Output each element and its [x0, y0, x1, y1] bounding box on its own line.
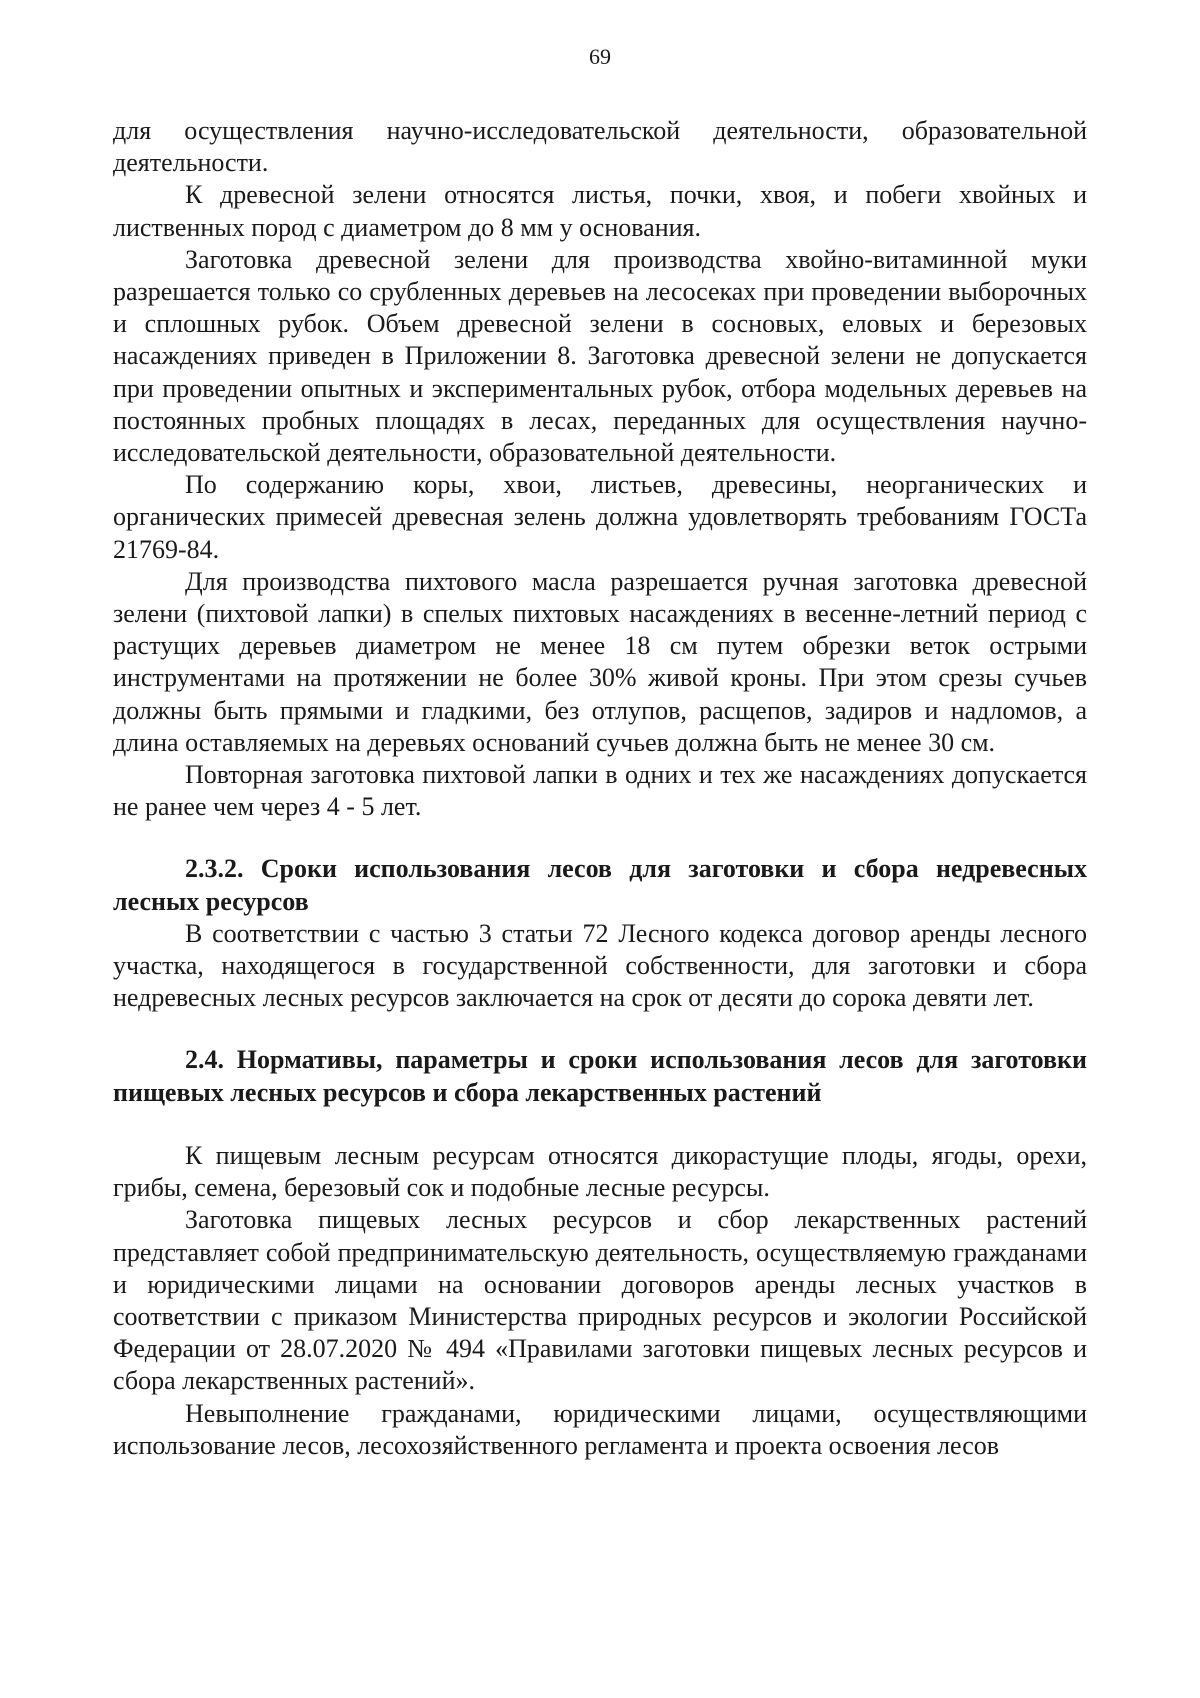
paragraph-lease-term: В соответствии с частью 3 статьи 72 Лесного кодекса договор аренды лесного участка, находящегося в государственной собственности, для заготовки и сбора недревесных лесных ресурсов заключается на срок от десяти до сорока девяти лет. — [113, 918, 1087, 1013]
paragraph-entrepreneurship: Заготовка пищевых лесных ресурсов и сбор лекарственных растений представляет собой предпринимательскую деятельность, осуществляемую гражданами и юридическими лицами на основании договоров аренды лесных участков в соответствии с приказом Министерства природных ресурсов и экологии Российской Федерации от 28.07.2020 № 494 «Правилами заготовки пищевых лесных ресурсов и сбора лекарственных растений». — [113, 1205, 1087, 1396]
paragraph-food-resources: К пищевым лесным ресурсам относятся дикорастущие плоды, ягоды, орехи, грибы, семена, березовый сок и подобные лесные ресурсы. — [113, 1140, 1087, 1203]
section-spacer — [113, 1109, 1087, 1140]
paragraph-fir-oil: Для производства пихтового масла разрешается ручная заготовка древесной зелени (пихтовой лапки) в спелых пихтовых насаждениях в весенне-летний период с растущих деревьев диаметром не менее 18 см путем обрезки веток острыми инструментами на протяжении не более 30% живой кроны. При этом срезы сучьев должны быть прямыми и гладкими, без отлупов, расщепов, задиров и надломов, а длина оставляемых на деревьях оснований сучьев должна быть не менее 30 см. — [113, 566, 1087, 757]
paragraph-continuation: для осуществления научно-исследовательской деятельности, образовательной деятельности. — [113, 116, 1087, 178]
section-heading-2-3-2: 2.3.2. Сроки использования лесов для заготовки и сбора недревесных лесных ресурсов — [113, 854, 1087, 916]
document-body — [113, 115, 1087, 1462]
paragraph-vitamin-flour: Заготовка древесной зелени для производства хвойно-витаминной муки разрешается только со срубленных деревьев на лесосеках при проведении выборочных и сплошных рубок. Объем древесной зелени в сосновых, еловых и березовых насаждениях приведен в Приложении 8. Заготовка древесной зелени не допускается при проведении опытных и экспериментальных рубок, отбора модельных деревьев на постоянных пробных площадях в лесах, переданных для осуществления научно-исследовательской деятельности, образовательной деятельности. — [113, 244, 1087, 468]
paragraph-gost-requirements: По содержанию коры, хвои, листьев, древесины, неорганических и органических примесей древесная зелень должна удовлетворять требованиям ГОСТа 21769-84. — [113, 470, 1087, 564]
paragraph-repeat-harvest: Повторная заготовка пихтовой лапки в одних и тех же насаждениях допускается не ранее чем через 4 - 5 лет. — [113, 760, 1087, 822]
section-spacer — [113, 823, 1087, 853]
section-heading-2-4: 2.4. Нормативы, параметры и сроки использования лесов для заготовки пищевых лесных ресурсов и сбора лекарственных растений — [113, 1045, 1087, 1107]
paragraph-tree-greenery-definition: К древесной зелени относятся листья, почки, хвоя, и побеги хвойных и лиственных пород с диаметром до 8 мм у основания. — [113, 180, 1087, 242]
paragraph-non-compliance: Невыполнение гражданами, юридическими лицами, осуществляющими использование лесов, лесохозяйственного регламента и проекта освоения лесов — [113, 1398, 1087, 1460]
section-spacer — [113, 1014, 1087, 1044]
page-number: 69 — [589, 44, 611, 69]
